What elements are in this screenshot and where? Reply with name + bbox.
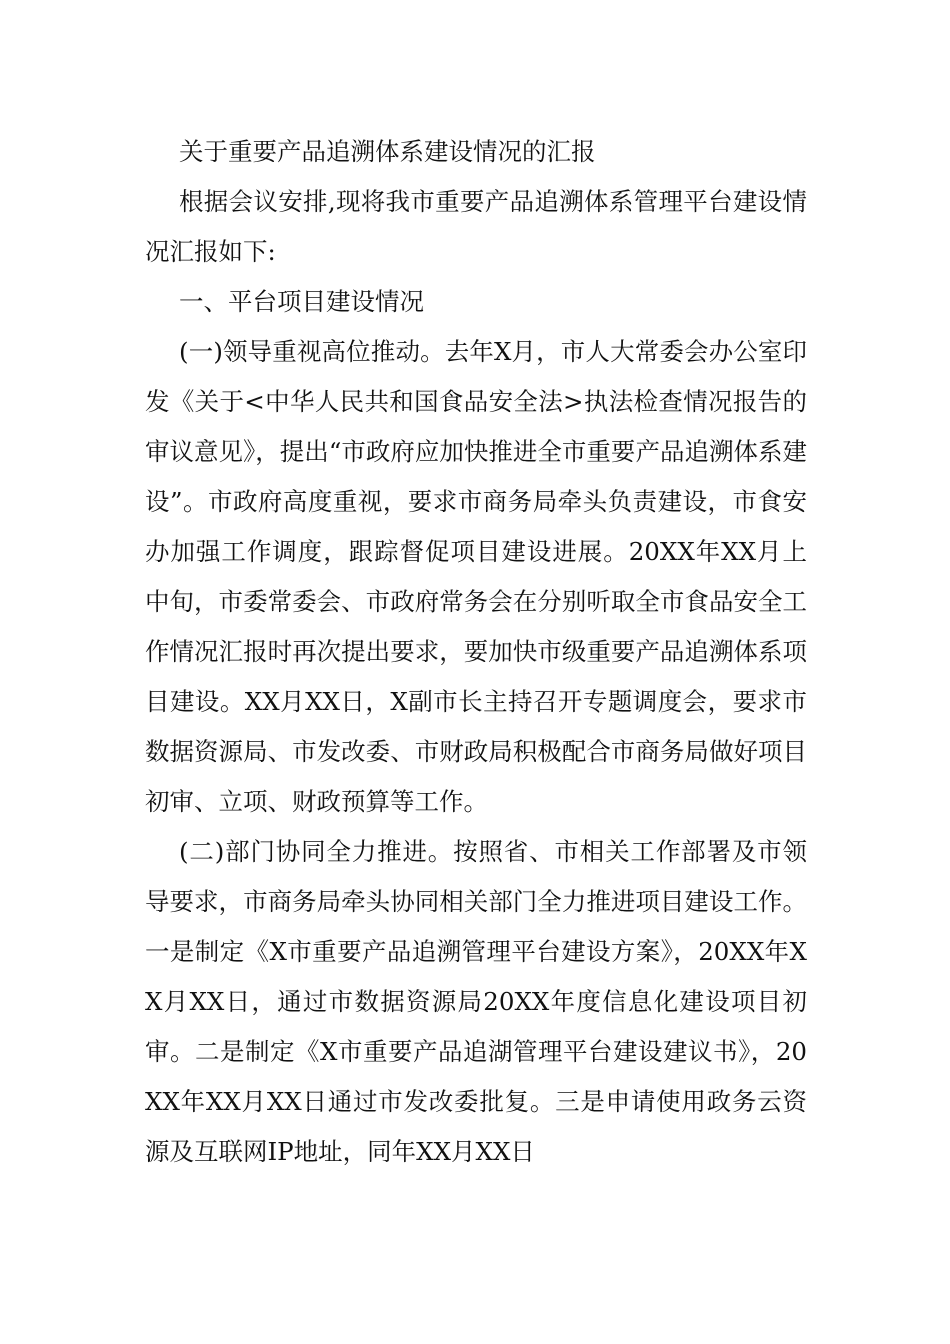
intro-paragraph: 根据会议安排,现将我市重要产品追溯体系管理平台建设情况汇报如下: bbox=[145, 187, 807, 266]
body-paragraph-1: (一)领导重视高位推动。去年X月，市人大常委会办公室印发《关于<中华人民共和国食品安全法>执法检查情况报告的审议意见》，提出“市政府应加快推进全市重要产品追溯体系建设”。市政府高度重视，要求市商务局牵头负责建设，市食安办加强工作调度，跟踪督促项目建设进展。20XX年XX月上中旬，市委常委会、市政府常务会在分别听取全市食品安全工作情况汇报时再次提出要求，要加快市级重要产品追溯体系项目建设。XX月XX日，X副市长主持召开专题调度会，要求市数据资源局、市发改委、市财政局积极配合市商务局做好项目初审、立项、财政预算等工作。 bbox=[145, 337, 807, 816]
document-body bbox=[145, 127, 807, 1177]
section-heading: 一、平台项目建设情况 bbox=[179, 287, 424, 316]
document-title: 关于重要产品追溯体系建设情况的汇报 bbox=[179, 137, 596, 166]
body-paragraph-2: (二)部门协同全力推进。按照省、市相关工作部署及市领导要求，市商务局牵头协同相关部门全力推进项目建设工作。一是制定《X市重要产品追溯管理平台建设方案》，20XX年XX月XX日，通过市数据资源局20XX年度信息化建设项目初审。二是制定《X市重要产品追湖管理平台建设建议书》，20XX年XX月XX日通过市发改委批复。三是申请使用政务云资源及互联网IP地址，同年XX月XX日 bbox=[145, 837, 807, 1166]
